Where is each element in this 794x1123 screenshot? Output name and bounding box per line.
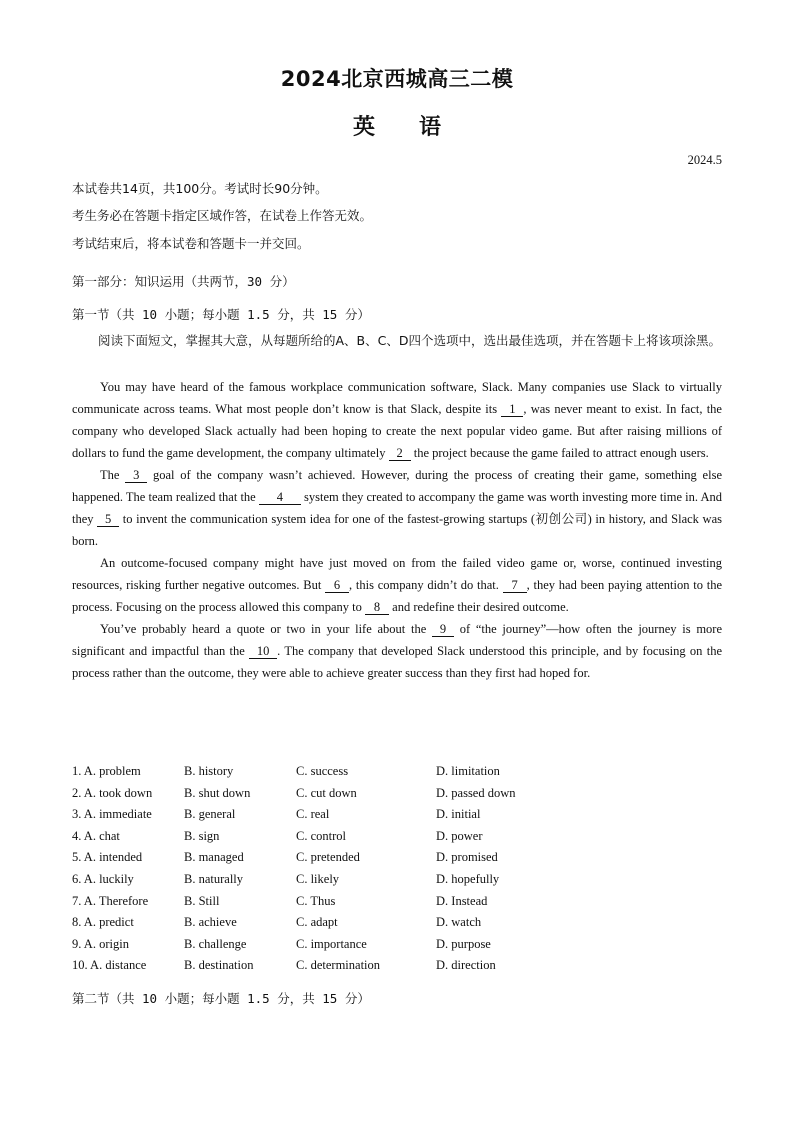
option-a: 9. A. origin (72, 936, 129, 951)
option-a: 8. A. predict (72, 915, 134, 930)
option-c: C. determination (296, 958, 381, 973)
option-a: 10. A. distance (72, 958, 147, 973)
option-d: D. promised (436, 850, 498, 865)
options-row-9 (72, 934, 722, 956)
instruction-text: 阅读下面短文，掌握其大意，从每题所给的A、B、C、D四个选项中，选出最佳选项，并在答题卡上将该项涂黑。 (98, 333, 721, 348)
option-c: C. importance (296, 936, 367, 951)
option-b: B. shut down (184, 785, 251, 800)
option-d: D. watch (436, 915, 482, 930)
cloze-passage (72, 376, 722, 684)
option-d: D. purpose (436, 936, 491, 951)
option-c: C. Thus (296, 893, 336, 908)
blank-7: 7 (503, 578, 527, 593)
option-d: D. hopefully (436, 871, 500, 886)
option-b: B. sign (184, 828, 220, 843)
note-line-3: 考试结束后，将本试卷和答题卡一并交回。 (72, 236, 310, 251)
option-c: C. success (296, 764, 349, 778)
options-row-2 (72, 783, 722, 805)
subject-title: 英 语 (352, 115, 441, 140)
option-a: 4. A. chat (72, 828, 120, 843)
option-b: B. destination (184, 958, 254, 973)
passage-paragraph-2: The 3 goal of the company wasn’t achieved. However, during the process of creating their game, something else happened. The team realized that the 4 system they created to accompany the game was worth investing more time in. And they 5 to invent the communication system idea for one of the fastest-growing startups (初创公司) in history, and Slack was born. (72, 468, 722, 548)
blank-8: 8 (365, 600, 389, 615)
option-a: 2. A. took down (72, 785, 153, 800)
option-c: C. adapt (296, 915, 338, 930)
option-a: 3. A. immediate (72, 807, 152, 822)
option-b: B. challenge (184, 936, 247, 951)
options-row-6 (72, 869, 722, 891)
option-c: C. likely (296, 871, 340, 886)
blank-4: 4 (259, 490, 301, 505)
option-b: B. Still (184, 893, 220, 908)
option-b: B. managed (184, 850, 244, 865)
option-d: D. passed down (436, 785, 516, 800)
answer-options (72, 761, 722, 977)
option-a: 6. A. luckily (72, 871, 134, 886)
note-line-2: 考生务必在答题卡指定区域作答，在试卷上作答无效。 (72, 208, 373, 223)
options-row-4 (72, 826, 722, 848)
options-row-7 (72, 891, 722, 913)
passage-paragraph-1: You may have heard of the famous workplace communication software, Slack. Many companies use Slack to virtually communicate across teams. What most people don’t know is that Slack, despite its 1 , was never meant to exist. In fact, the company who developed Slack actually had been hoping to create the next popular video game. But after raising millions of dollars to fund the game development, the company ultimately 2 the project because the game failed to attract enough users. (72, 380, 722, 460)
blank-10: 10 (249, 644, 277, 659)
option-b: B. naturally (184, 871, 244, 886)
option-d: D. limitation (436, 764, 500, 778)
option-d: D. power (436, 828, 483, 843)
option-a: 5. A. intended (72, 850, 143, 865)
exam-date: 2024.5 (687, 153, 722, 167)
option-a: 1. A. problem (72, 764, 141, 778)
option-d: D. initial (436, 807, 481, 822)
section2-heading: 第二节（共 10 小题；每小题 1.5 分，共 15 分） (72, 991, 370, 1006)
section1-heading: 第一节（共 10 小题；每小题 1.5 分，共 15 分） (72, 307, 370, 322)
option-c: C. pretended (296, 850, 360, 865)
options-row-3 (72, 804, 722, 826)
blank-2: 2 (389, 446, 411, 461)
option-c: C. real (296, 807, 330, 822)
options-row-10 (72, 955, 722, 977)
blank-6: 6 (325, 578, 349, 593)
passage-paragraph-4: You’ve probably heard a quote or two in your life about the 9 of “the journey”—how often the journey is more significant and impactful than the 10 . The company that developed Slack understood this principle, and by focusing on the process rather than the outcome, they were able to achieve greater success than they first had hoped for. (72, 622, 723, 680)
option-b: B. general (184, 807, 236, 822)
blank-9: 9 (432, 622, 454, 637)
option-b: B. history (184, 764, 234, 778)
blank-3: 3 (125, 468, 147, 483)
blank-5: 5 (97, 512, 119, 527)
option-c: C. cut down (296, 785, 357, 800)
passage-paragraph-3: An outcome-focused company might have just moved on from the failed video game or, worse, continued investing resources, risking further negative outcomes. But 6 , this company didn’t do that. 7 , they had been paying attention to the process. Focusing on the process allowed this company to 8 and redefine their desired outcome. (72, 556, 722, 614)
options-row-8 (72, 912, 722, 934)
note-line-1: 本试卷共14页，共100分。考试时长90分钟。 (72, 181, 328, 196)
blank-1: 1 (501, 402, 523, 417)
option-a: 7. A. Therefore (72, 893, 149, 908)
option-c: C. control (296, 828, 346, 843)
options-row-1 (72, 761, 722, 783)
part1-heading: 第一部分：知识运用（共两节，30 分） (72, 274, 295, 289)
option-b: B. achieve (184, 915, 237, 930)
options-row-5 (72, 847, 722, 869)
exam-title: 2024北京西城高三二模 (280, 67, 514, 91)
option-d: D. direction (436, 958, 496, 973)
option-d: D. Instead (436, 893, 488, 908)
